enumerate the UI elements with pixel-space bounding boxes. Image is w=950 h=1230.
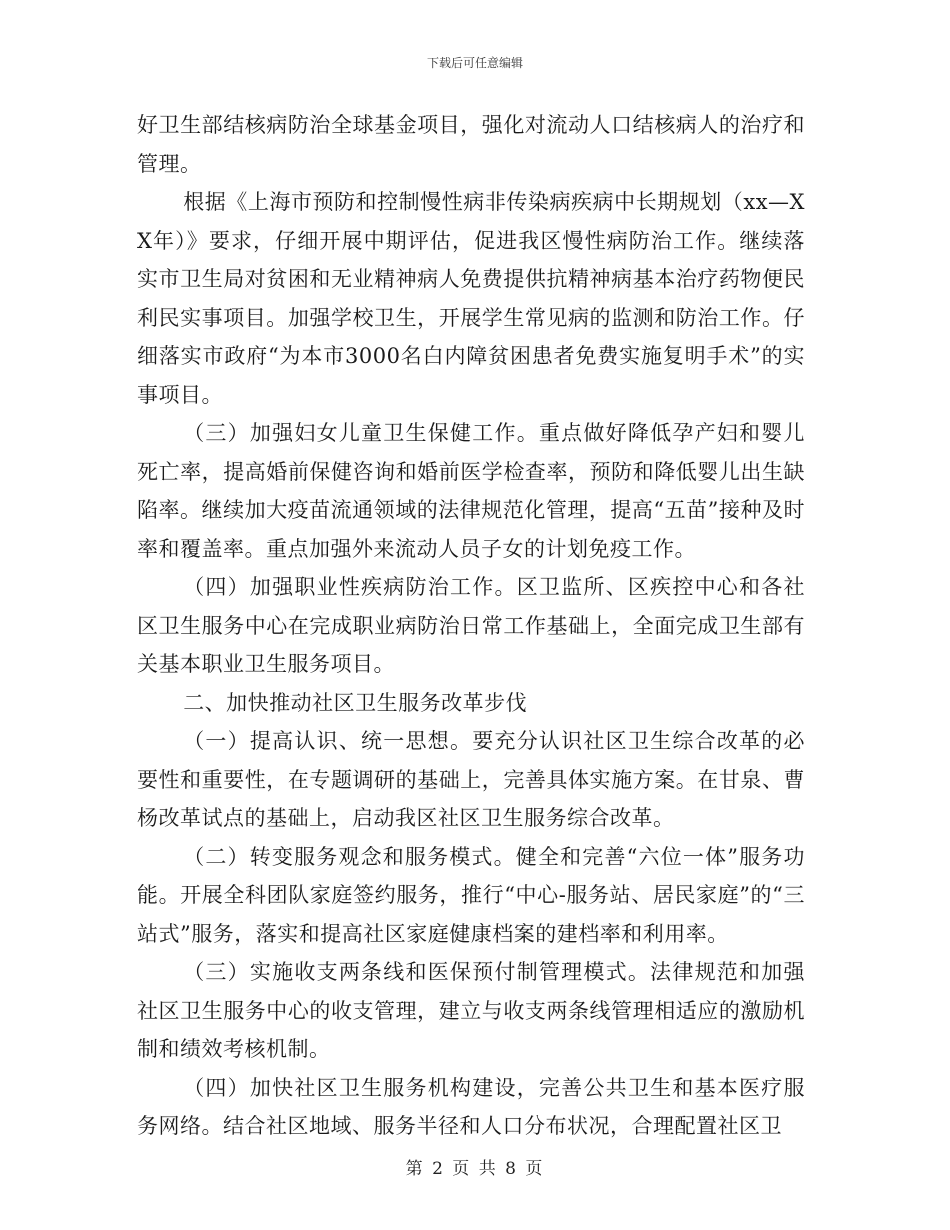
paragraph-7: （二）转变服务观念和服务模式。健全和完善“六位一体”服务功能。开展全科团队家庭签约服务，推行“中心-服务站、居民家庭”的“三站式”服务，落实和提高社区家庭健康档案的建档率和利用率。 <box>137 844 805 946</box>
paragraph-6: （一）提高认识、统一思想。要充分认识社区卫生综合改革的必要性和重要性，在专题调研的基础上，完善具体实施方案。在甘泉、曹杨改革试点的基础上，启动我区社区卫生服务综合改革。 <box>137 729 805 830</box>
paragraph-2: 根据《上海市预防和控制慢性病非传染病疾病中长期规划（xx—XX年）》要求，仔细开展中期评估，促进我区慢性病防治工作。继续落实市卫生局对贫困和无业精神病人免费提供抗精神病基本治疗药物便民利民实事项目。加强学校卫生，开展学生常见病的监测和防治工作。仔细落实市政府“为本市3000名白内障贫困患者免费实施复明手术”的实事项目。 <box>137 190 805 407</box>
page-number-footer: 第 2 页 共 8 页 <box>405 1159 545 1179</box>
paragraph-9: （四）加快社区卫生服务机构建设，完善公共卫生和基本医疗服务网络。结合社区地域、服务半径和人口分布状况，合理配置社区卫 <box>137 1075 805 1138</box>
paragraph-3: （三）加强妇女儿童卫生保健工作。重点做好降低孕产妇和婴儿死亡率，提高婚前保健咨询和婚前医学检查率，预防和降低婴儿出生缺陷率。继续加大疫苗流通领域的法律规范化管理，提高“五苗”接种及时率和覆盖率。重点加强外来流动人员子女的计划免疫工作。 <box>137 421 805 561</box>
paragraph-8: （三）实施收支两条线和医保预付制管理模式。法律规范和加强社区卫生服务中心的收支管理，建立与收支两条线管理相适应的激励机制和绩效考核机制。 <box>137 960 805 1061</box>
document-body <box>137 106 805 1146</box>
paragraph-4: （四）加强职业性疾病防治工作。区卫监所、区疾控中心和各社区卫生服务中心在完成职业病防治日常工作基础上，全面完成卫生部有关基本职业卫生服务项目。 <box>137 575 805 676</box>
paragraph-1: 好卫生部结核病防治全球基金项目，强化对流动人口结核病人的治疗和管理。 <box>137 113 805 176</box>
header-note: 下载后可任意编辑 <box>426 56 523 70</box>
section-heading: 二、加快推动社区卫生服务改革步伐 <box>183 690 528 715</box>
